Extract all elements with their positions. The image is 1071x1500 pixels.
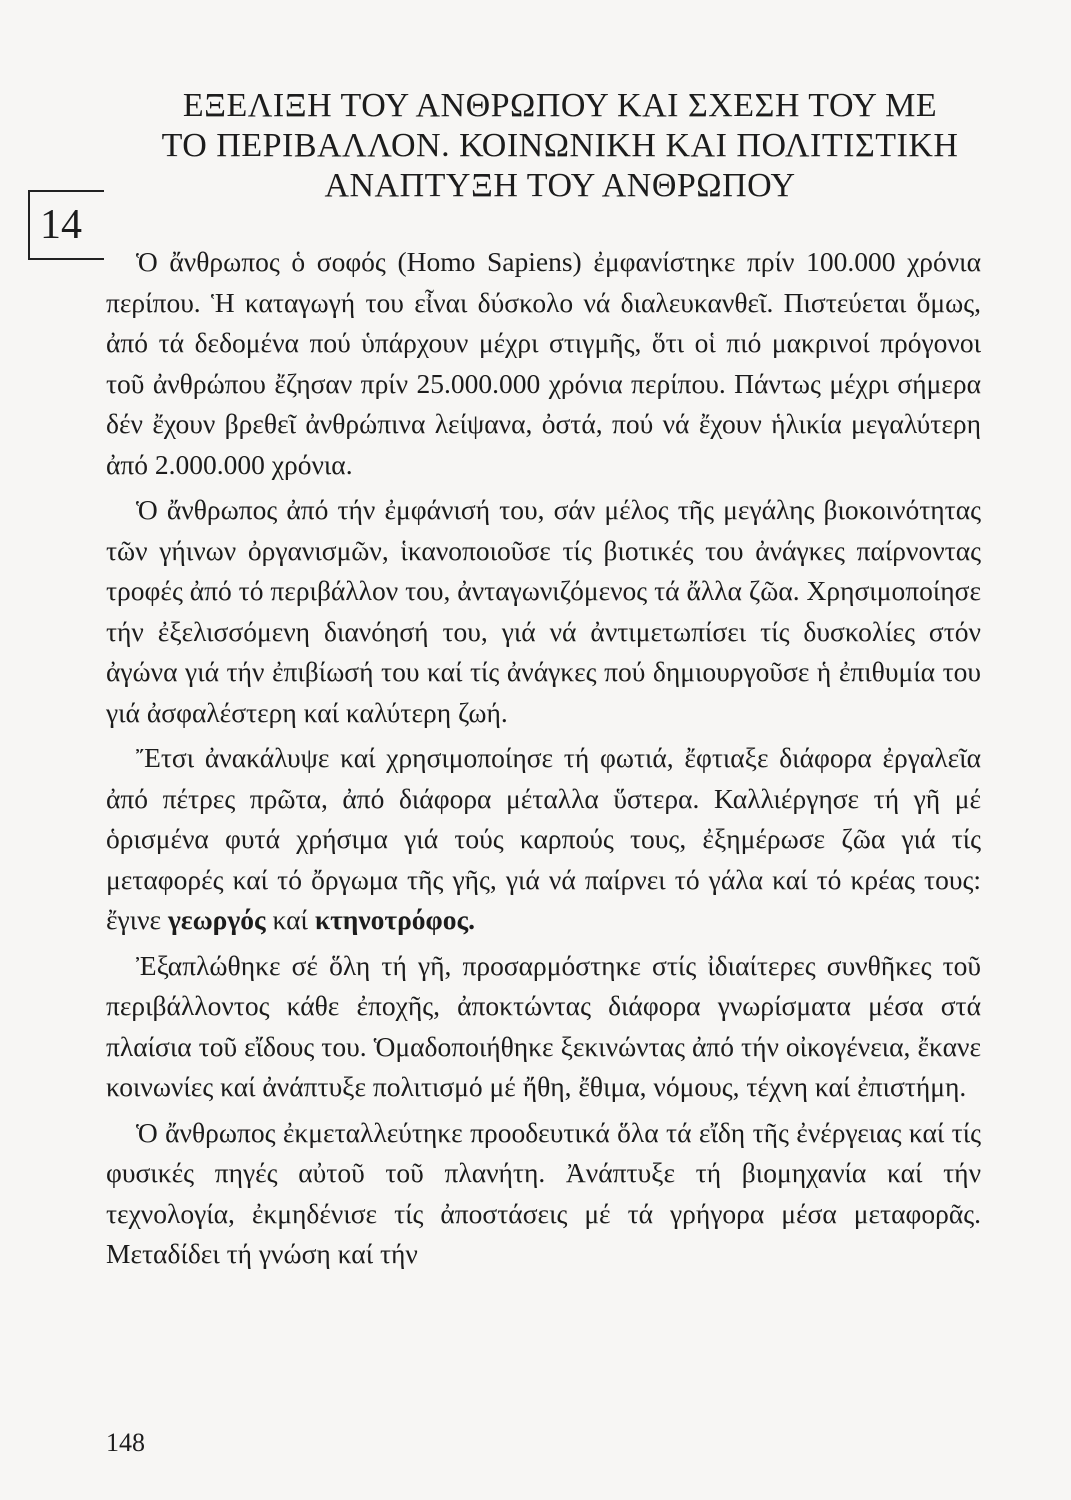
chapter-number: 14 bbox=[40, 202, 82, 248]
chapter-number-box bbox=[28, 190, 104, 260]
paragraph-1: Ὁ ἄνθρωπος ὁ σοφός (Homo Sapiens) ἐμφανίστηκε πρίν 100.000 χρόνια περίπου. Ἡ καταγωγή του εἶναι δύσκολο νά διαλευκανθεῖ. Πιστεύεται ὅμως, ἀπό τά δεδομένα πού ὑπάρχουν μέχρι στιγμῆς, ὅτι οἱ πιό μακρινοί πρόγονοι τοῦ ἀνθρώπου ἔζησαν πρίν 25.000.000 χρόνια περίπου. Πάντως μέχρι σήμερα δέν ἔχουν βρεθεῖ ἀνθρώπινα λείψανα, ὀστά, πού νά ἔχουν ἡλικία μεγαλύτερη ἀπό 2.000.000 χρόνια. bbox=[106, 246, 981, 480]
title-line-2: ΤΟ ΠΕΡΙΒΑΛΛΟΝ. ΚΟΙΝΩΝΙΚΗ ΚΑΙ ΠΟΛΙΤΙΣΤΙΚΗ bbox=[161, 127, 959, 164]
page-number: 148 bbox=[106, 1428, 145, 1457]
paragraph-3 bbox=[106, 738, 981, 941]
paragraph-2: Ὁ ἄνθρωπος ἀπό τήν ἐμφάνισή του, σάν μέλος τῆς μεγάλης βιοκοινότητας τῶν γήινων ὀργανισμῶν, ἱκανοποιοῦσε τίς βιοτικές του ἀνάγκες παίρνοντας τροφές ἀπό τό περιβάλλον του, ἀνταγωνιζόμενος τά ἄλλα ζῶα. Χρησιμοποίησε τήν ἐξελισσόμενη διανόησή του, γιά νά ἀντιμετωπίσει τίς δυσκολίες στόν ἀγώνα γιά τήν ἐπιβίωσή του καί τίς ἀνάγκες πού δημιουργοῦσε ἡ ἐπιθυμία του γιά ἀσφαλέστερη καί καλύτερη ζωή. bbox=[106, 494, 981, 728]
paragraph-4: Ἐξαπλώθηκε σέ ὅλη τή γῆ, προσαρμόστηκε στίς ἰδιαίτερες συνθῆκες τοῦ περιβάλλοντος κάθε ἐποχῆς, ἀποκτώντας διάφορα γνωρίσματα μέσα στά πλαίσια τοῦ εἴδους του. Ὁμαδοποιήθηκε ξεκινώντας ἀπό τήν οἰκογένεια, ἔκανε κοινωνίες καί ἀνάπτυξε πολιτισμό μέ ἤθη, ἔθιμα, νόμους, τέχνη καί ἐπιστήμη. bbox=[106, 949, 981, 1102]
title-line-1: ΕΞΕΛΙΞΗ ΤΟΥ ΑΝΘΡΩΠΟΥ ΚΑΙ ΣΧΕΣΗ ΤΟΥ ΜΕ bbox=[182, 87, 938, 124]
title-line-3: ΑΝΑΠΤΥΞΗ ΤΟΥ ΑΝΘΡΩΠΟΥ bbox=[324, 167, 796, 204]
conjunction: καί bbox=[272, 904, 308, 935]
bold-term-herder: κτηνοτρόφος. bbox=[314, 904, 475, 935]
chapter-title bbox=[60, 86, 1060, 206]
paragraph-5: Ὁ ἄνθρωπος ἐκμεταλλεύτηκε προοδευτικά ὅλα τά εἴδη τῆς ἐνέργειας καί τίς φυσικές πηγές αὐτοῦ τοῦ πλανήτη. Ἀνάπτυξε τή βιομηχανία καί τήν τεχνολογία, ἐκμηδένισε τίς ἀποστάσεις μέ τά γρήγορα μέσα μεταφορᾶς. Μεταδίδει τή γνώση καί τήν bbox=[106, 1116, 981, 1269]
paragraph-3-text: Ἔτσι ἀνακάλυψε καί χρησιμοποίησε τή φωτιά, ἔφτιαξε διάφορα ἐργαλεῖα ἀπό πέτρες πρῶτα, ἀπό διάφορα μέταλλα ὕστερα. Καλλιέργησε τή γῆ μέ ὁρισμένα φυτά χρήσιμα γιά τούς καρπούς τους, ἐξημέρωσε ζῶα γιά τίς μεταφορές καί τό ὄργωμα τῆς γῆς, γιά νά παίρνει τό γάλα καί τό κρέας τους: ἔγινε bbox=[106, 742, 981, 935]
body-text bbox=[106, 242, 981, 1280]
bold-term-farmer: γεωργός bbox=[167, 904, 266, 935]
